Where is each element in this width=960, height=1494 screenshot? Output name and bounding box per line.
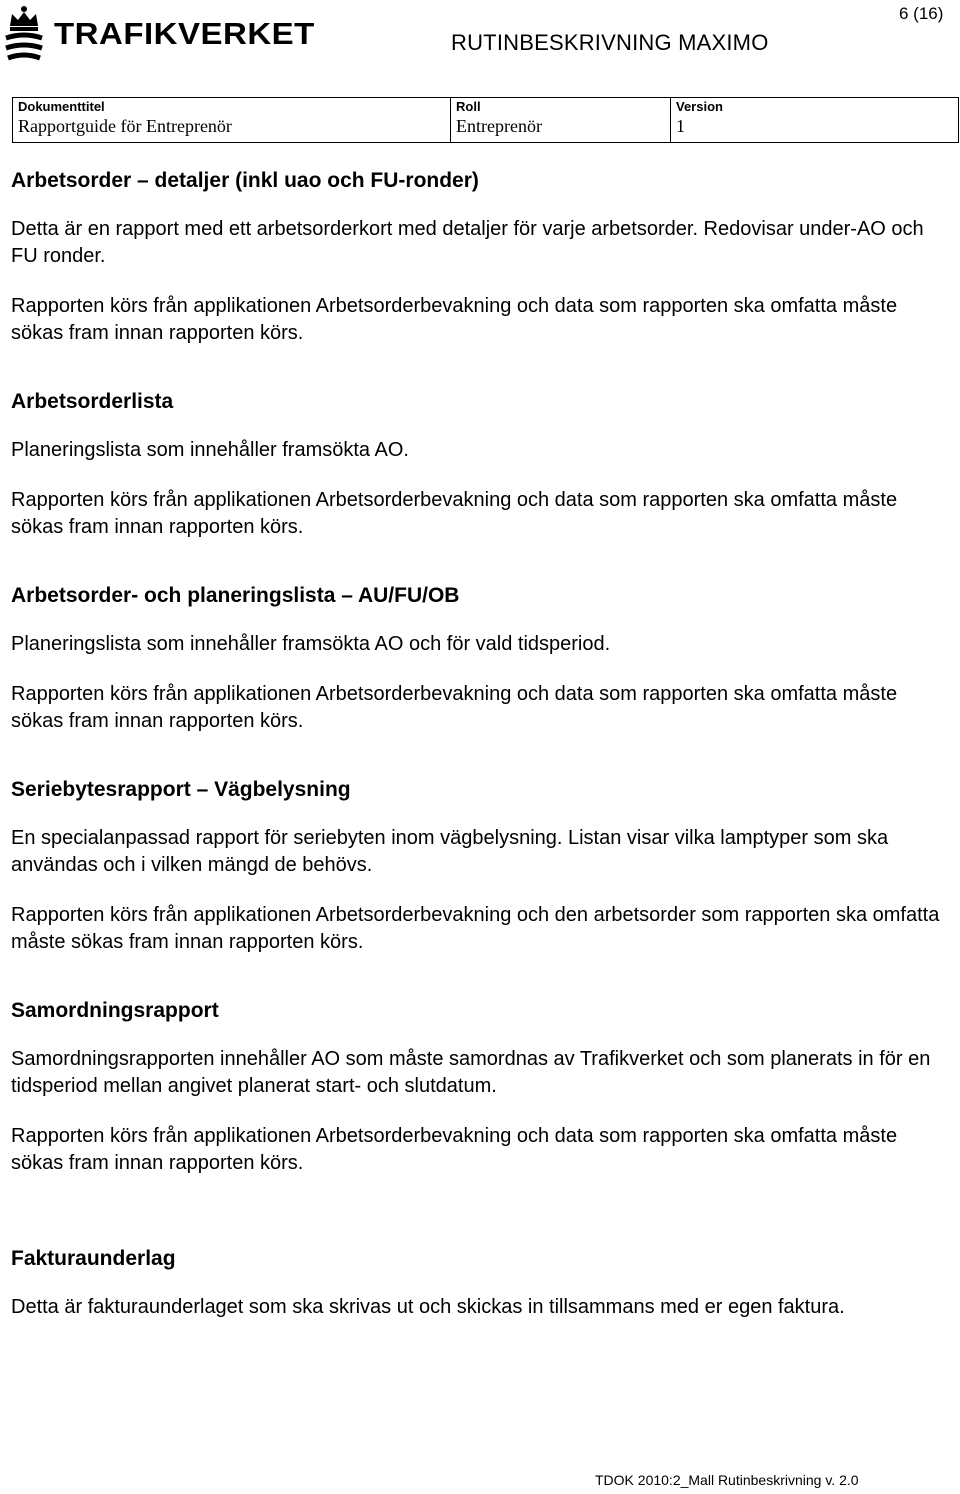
meta-value-version: 1 (676, 116, 685, 136)
section-arbetsorder-detaljer (11, 167, 941, 347)
section-paragraph: Rapporten körs från applikationen Arbetsorderbevakning och den arbetsorder som rapporten ska omfatta måste sökas fram innan rapporten körs. (11, 904, 940, 953)
section-heading: Seriebytesrapport – Vägbelysning (11, 778, 351, 801)
meta-value-document-title: Rapportguide för Entreprenör (18, 116, 232, 136)
section-paragraph: Detta är en rapport med ett arbetsorderkort med detaljer för varje arbetsorder. Redovisar under-AO och FU ronder. (11, 218, 924, 267)
meta-cell-role (451, 98, 671, 143)
page-number: 6 (16) (899, 4, 944, 23)
section-heading: Arbetsorderlista (11, 390, 174, 413)
section-paragraph: Rapporten körs från applikationen Arbetsorderbevakning och data som rapporten ska omfatta måste sökas fram innan rapporten körs. (11, 295, 898, 344)
section-paragraph: Planeringslista som innehåller framsökta AO. (11, 439, 409, 461)
logo-wordmark: TRAFIKVERKET (54, 15, 315, 51)
section-paragraph: Rapporten körs från applikationen Arbetsorderbevakning och data som rapporten ska omfatta måste sökas fram innan rapporten körs. (11, 489, 898, 538)
section-arbetsorderlista (11, 388, 941, 541)
section-heading: Fakturaunderlag (11, 1247, 176, 1270)
section-fakturaunderlag (11, 1245, 941, 1321)
document-body (11, 167, 941, 1321)
section-heading: Arbetsorder – detaljer (inkl uao och FU-ronder) (11, 169, 479, 192)
section-paragraph: Detta är fakturaunderlaget som ska skrivas ut och skickas in tillsammans med er egen faktura. (11, 1296, 845, 1318)
section-heading: Arbetsorder- och planeringslista – AU/FU/OB (11, 584, 460, 607)
meta-label-role: Roll (456, 99, 481, 114)
section-samordningsrapport (11, 997, 941, 1177)
meta-value-role: Entreprenör (456, 116, 542, 136)
section-heading: Samordningsrapport (11, 999, 219, 1022)
section-paragraph: En specialanpassad rapport för seriebyten inom vägbelysning. Listan visar vilka lamptyper som ska användas och i vilken mängd de behövs. (11, 827, 889, 876)
page-footer: TDOK 2010:2_Mall Rutinbeskrivning v. 2.0 (595, 1472, 859, 1488)
meta-row (13, 98, 959, 143)
meta-cell-version (671, 98, 959, 143)
section-paragraph: Planeringslista som innehåller framsökta AO och för vald tidsperiod. (11, 633, 611, 655)
meta-label-document-title: Dokumenttitel (18, 99, 105, 114)
document-meta-table (12, 97, 959, 143)
section-paragraph: Rapporten körs från applikationen Arbetsorderbevakning och data som rapporten ska omfatta måste sökas fram innan rapporten körs. (11, 1125, 898, 1174)
crown-icon (2, 4, 46, 62)
section-paragraph: Samordningsrapporten innehåller AO som måste samordnas av Trafikverket och som planerats in för en tidsperiod mellan angivet planerat start- och slutdatum. (11, 1048, 931, 1097)
document-header-title: RUTINBESKRIVNING MAXIMO (451, 30, 769, 55)
section-seriebytesrapport (11, 776, 941, 956)
section-paragraph: Rapporten körs från applikationen Arbetsorderbevakning och data som rapporten ska omfatta måste sökas fram innan rapporten körs. (11, 683, 898, 732)
meta-label-version: Version (676, 99, 723, 114)
section-arbetsorder-planeringslista (11, 582, 941, 735)
meta-cell-document-title (13, 98, 451, 143)
trafikverket-logo (2, 4, 315, 62)
